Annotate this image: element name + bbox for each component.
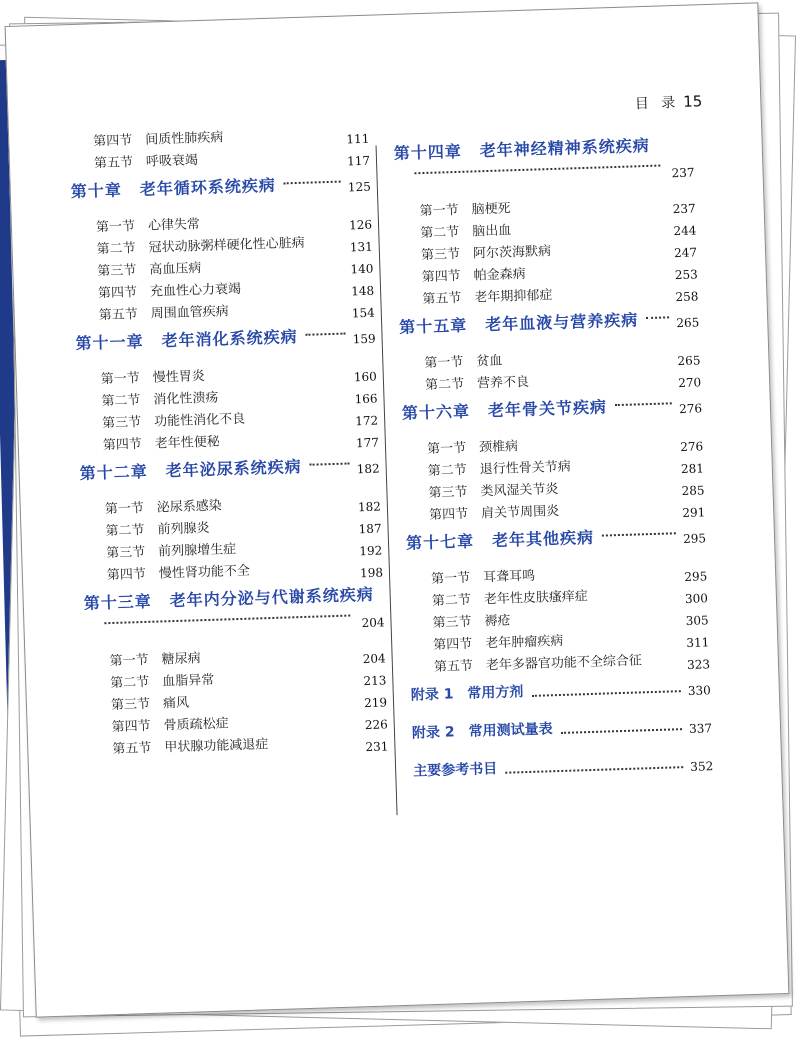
- section-number: 第五节: [93, 155, 134, 172]
- section-number: 第二节: [424, 376, 465, 394]
- page-number: 204: [362, 651, 386, 667]
- page-number: 237: [671, 165, 695, 181]
- section-label: [111, 712, 229, 735]
- toc-appendix-entry[interactable]: [413, 749, 714, 790]
- section-title: 老年性皮肤瘙痒症: [483, 589, 589, 608]
- page-number: 111: [346, 131, 370, 147]
- page-number: 192: [359, 543, 383, 559]
- section-number: 第五节: [433, 658, 474, 675]
- section-label: [431, 565, 536, 587]
- toc-left-column: [69, 120, 389, 759]
- chapter-name: 老年循环系统疾病: [139, 175, 277, 199]
- section-number: 第三节: [110, 696, 151, 714]
- section-title: 间质性肺疾病: [145, 130, 224, 148]
- section-label: [109, 647, 201, 669]
- section-title: 前列腺增生症: [157, 542, 237, 560]
- page-number: 285: [681, 483, 705, 499]
- page-number: 276: [678, 401, 703, 417]
- page-number: 231: [365, 739, 389, 755]
- chapter-title: [79, 454, 302, 484]
- toc-chapter-entry[interactable]: [83, 577, 385, 648]
- chapter-name: 老年消化系统疾病: [161, 327, 298, 351]
- section-number: 第一节: [424, 354, 464, 372]
- section-label: [110, 669, 215, 691]
- dot-leader: [561, 726, 682, 734]
- page-number: 270: [678, 375, 702, 391]
- section-number: 第四节: [93, 133, 133, 150]
- page-number: 295: [682, 531, 707, 547]
- section-number: 第三节: [428, 484, 468, 501]
- page-number: 166: [354, 391, 378, 407]
- section-title: 冠状动脉粥样硬化性心脏病: [148, 235, 305, 256]
- section-title: 肩关节周围炎: [480, 503, 560, 522]
- chapter-number: 第十三章: [83, 591, 153, 613]
- section-label: [105, 517, 210, 539]
- chapter-name: 老年血液与营养疾病: [484, 310, 639, 335]
- section-title: 慢性肾功能不全: [158, 563, 251, 582]
- section-title: 帕金森病: [473, 266, 526, 284]
- section-title: 老年期抑郁症: [474, 288, 553, 306]
- page-number: 213: [363, 673, 387, 689]
- section-label: [96, 213, 201, 235]
- dot-leader: [305, 331, 345, 336]
- chapter-title: [393, 133, 650, 164]
- section-title: 骨质疏松症: [163, 716, 229, 734]
- section-title: 功能性消化不良: [153, 411, 246, 430]
- section-label: [101, 387, 219, 410]
- page-number: 311: [686, 635, 710, 650]
- page-number: 337: [688, 721, 713, 736]
- section-label: [427, 435, 519, 457]
- dot-leader: [532, 688, 681, 697]
- section-number: 第五节: [98, 307, 138, 324]
- section-label: [97, 257, 202, 279]
- section-title: 老年性便秘: [154, 434, 221, 452]
- chapter-number: 第十章: [70, 180, 123, 202]
- appendix-title: [413, 758, 498, 781]
- section-number: 第二节: [105, 522, 145, 540]
- section-label: [94, 149, 199, 171]
- section-number: 第五节: [112, 740, 152, 758]
- page-number: 323: [686, 657, 711, 672]
- chapter-title: [83, 582, 374, 614]
- dot-leader: [505, 764, 683, 774]
- page-number: 182: [356, 461, 380, 477]
- page-number: 265: [676, 315, 700, 331]
- appendix-number: 附录 2: [411, 724, 455, 742]
- section-title: 慢性胃炎: [152, 368, 205, 386]
- section-number: 第一节: [109, 652, 149, 670]
- section-number: 第二节: [110, 674, 150, 692]
- page-number: 265: [677, 353, 701, 369]
- section-title: 痛风: [162, 695, 190, 712]
- chapter-number: 第十六章: [401, 401, 471, 423]
- section-number: 第一节: [419, 202, 459, 220]
- section-label: [425, 371, 530, 393]
- section-number: 第四节: [97, 285, 138, 302]
- chapter-name: 老年骨关节疾病: [487, 397, 608, 421]
- page-number: 305: [685, 613, 709, 628]
- page-number: 330: [687, 683, 712, 698]
- page-number: 226: [364, 717, 388, 733]
- toc-appendix-entry[interactable]: [412, 711, 713, 752]
- section-number: 第四节: [111, 718, 151, 736]
- section-label: [429, 500, 560, 523]
- section-number: 第四节: [433, 636, 473, 653]
- chapter-title: [75, 324, 298, 354]
- header-label: 目 录: [634, 94, 680, 113]
- appendix-name: 主要参考书目: [412, 760, 498, 780]
- page-number: 126: [348, 217, 373, 233]
- section-label: [112, 733, 269, 757]
- page-number: 172: [355, 413, 379, 429]
- toc-page: [5, 2, 790, 1017]
- chapter-title: [402, 394, 608, 423]
- page-number: 219: [363, 695, 388, 711]
- dot-leader: [615, 400, 672, 406]
- section-title: 周围血管疾病: [150, 304, 229, 322]
- toc-appendix-entry[interactable]: [410, 673, 711, 714]
- section-title: 前列腺炎: [157, 520, 210, 538]
- section-title: 老年肿瘤疾病: [485, 633, 564, 652]
- section-label: [107, 560, 251, 583]
- section-title: 充血性心力衰竭: [149, 281, 242, 300]
- dot-leader: [104, 613, 350, 625]
- page-number: 352: [690, 759, 714, 774]
- section-label: [432, 609, 511, 630]
- section-label: [419, 197, 511, 219]
- section-label: [111, 692, 190, 713]
- section-title: 类风湿关节炎: [480, 481, 559, 500]
- section-label: [421, 263, 526, 285]
- section-number: 第四节: [106, 566, 147, 584]
- chapter-name: 老年其他疾病: [491, 527, 595, 551]
- section-number: 第五节: [422, 290, 462, 308]
- chapter-title: [399, 307, 639, 337]
- section-number: 第二节: [427, 462, 468, 480]
- section-number: 第三节: [420, 246, 461, 264]
- section-number: 第四节: [102, 436, 143, 454]
- chapter-name: 老年泌尿系统疾病: [165, 456, 302, 481]
- section-number: 第三节: [432, 614, 472, 631]
- section-label: [424, 350, 503, 371]
- section-number: 第一节: [426, 440, 467, 458]
- page-number: 140: [350, 261, 374, 277]
- page-number: 117: [346, 153, 371, 169]
- page-number: 160: [353, 369, 378, 385]
- appendix-title: [410, 681, 523, 705]
- page-number: 131: [349, 239, 373, 255]
- chapter-number: 第十四章: [393, 141, 463, 163]
- section-label: [102, 431, 220, 454]
- section-title: 老年多器官功能不全综合征: [485, 653, 643, 674]
- chapter-number: 第十五章: [398, 315, 468, 337]
- chapter-number: 第十二章: [79, 461, 148, 483]
- page-number: 182: [357, 499, 382, 515]
- section-label: [434, 649, 643, 675]
- section-number: 第一节: [104, 500, 145, 518]
- section-number: 第二节: [96, 241, 136, 258]
- section-number: 第四节: [421, 268, 461, 286]
- appendix-number: 附录 1: [410, 686, 454, 704]
- page-number: 247: [673, 245, 698, 261]
- page-number: 258: [675, 289, 699, 305]
- page-number: 154: [351, 305, 376, 321]
- dot-leader: [646, 314, 669, 319]
- section-number: 第四节: [428, 506, 469, 523]
- page-header: [634, 91, 702, 113]
- section-title: 脑梗死: [471, 201, 511, 218]
- section-title: 心律失常: [147, 217, 201, 234]
- chapter-name: 老年内分泌与代谢系统疾病: [169, 584, 374, 611]
- dot-leader: [309, 460, 349, 465]
- section-label: [100, 365, 205, 387]
- section-number: 第一节: [95, 219, 136, 236]
- section-title: 脑出血: [472, 223, 512, 240]
- section-label: [420, 219, 512, 241]
- page-number: 177: [355, 435, 380, 451]
- section-title: 呼吸衰竭: [145, 153, 199, 170]
- section-number: 第一节: [100, 371, 140, 388]
- appendix-name: 常用方剂: [467, 684, 524, 702]
- section-number: 第二节: [431, 592, 472, 609]
- appendix-title: [412, 718, 553, 742]
- page-number: 237: [672, 201, 696, 217]
- page-number: 204: [361, 615, 385, 631]
- dot-leader: [284, 179, 341, 185]
- chapter-name: 老年神经精神系统疾病: [479, 135, 651, 161]
- section-label: [98, 300, 229, 323]
- chapter-number: 第十七章: [405, 531, 475, 553]
- section-number: 第三节: [105, 544, 146, 562]
- section-title: 贫血: [476, 353, 503, 370]
- dot-leader: [602, 530, 676, 536]
- section-title: 高血压病: [149, 261, 202, 278]
- page-number: 281: [680, 461, 705, 477]
- section-title: 泌尿系感染: [156, 498, 223, 516]
- section-number: 第三节: [97, 263, 137, 280]
- section-title: 血脂异常: [162, 672, 215, 690]
- section-label: [104, 495, 222, 518]
- section-title: 甲状腺功能减退症: [164, 737, 269, 756]
- page-number: 291: [682, 505, 706, 521]
- section-number: 第三节: [101, 414, 142, 432]
- section-title: 消化性溃疡: [153, 390, 219, 408]
- page-number: 244: [673, 223, 697, 239]
- section-title: 褥疮: [484, 613, 511, 630]
- page-number: 198: [359, 565, 384, 581]
- page-number: 159: [352, 331, 376, 347]
- section-number: 第二节: [420, 224, 460, 242]
- page-number: 125: [347, 179, 372, 195]
- page-number: 253: [674, 267, 698, 283]
- chapter-number: 第十一章: [75, 331, 144, 354]
- page-number: 300: [684, 591, 709, 606]
- section-title: 颈椎病: [478, 439, 519, 456]
- section-number: 第一节: [430, 570, 471, 587]
- header-page-number: 15: [682, 92, 703, 111]
- section-number: 第二节: [101, 393, 141, 410]
- section-title: 糖尿病: [161, 651, 201, 668]
- toc-chapter-entry[interactable]: [393, 128, 695, 199]
- section-title: 退行性骨关节病: [479, 459, 571, 478]
- section-title: 耳聋耳鸣: [482, 568, 536, 586]
- page-number: 276: [680, 439, 704, 455]
- dot-leader: [414, 163, 660, 175]
- chapter-title: [70, 173, 276, 202]
- section-title: 阿尔茨海默病: [472, 244, 552, 262]
- toc-right-column: [393, 126, 713, 791]
- section-label: [422, 284, 553, 307]
- page-number: 148: [350, 283, 375, 299]
- chapter-title: [406, 525, 595, 554]
- appendix-name: 常用测试量表: [468, 721, 553, 740]
- page-number: 187: [358, 521, 382, 537]
- page-number: 295: [684, 569, 708, 585]
- section-title: 营养不良: [476, 374, 530, 392]
